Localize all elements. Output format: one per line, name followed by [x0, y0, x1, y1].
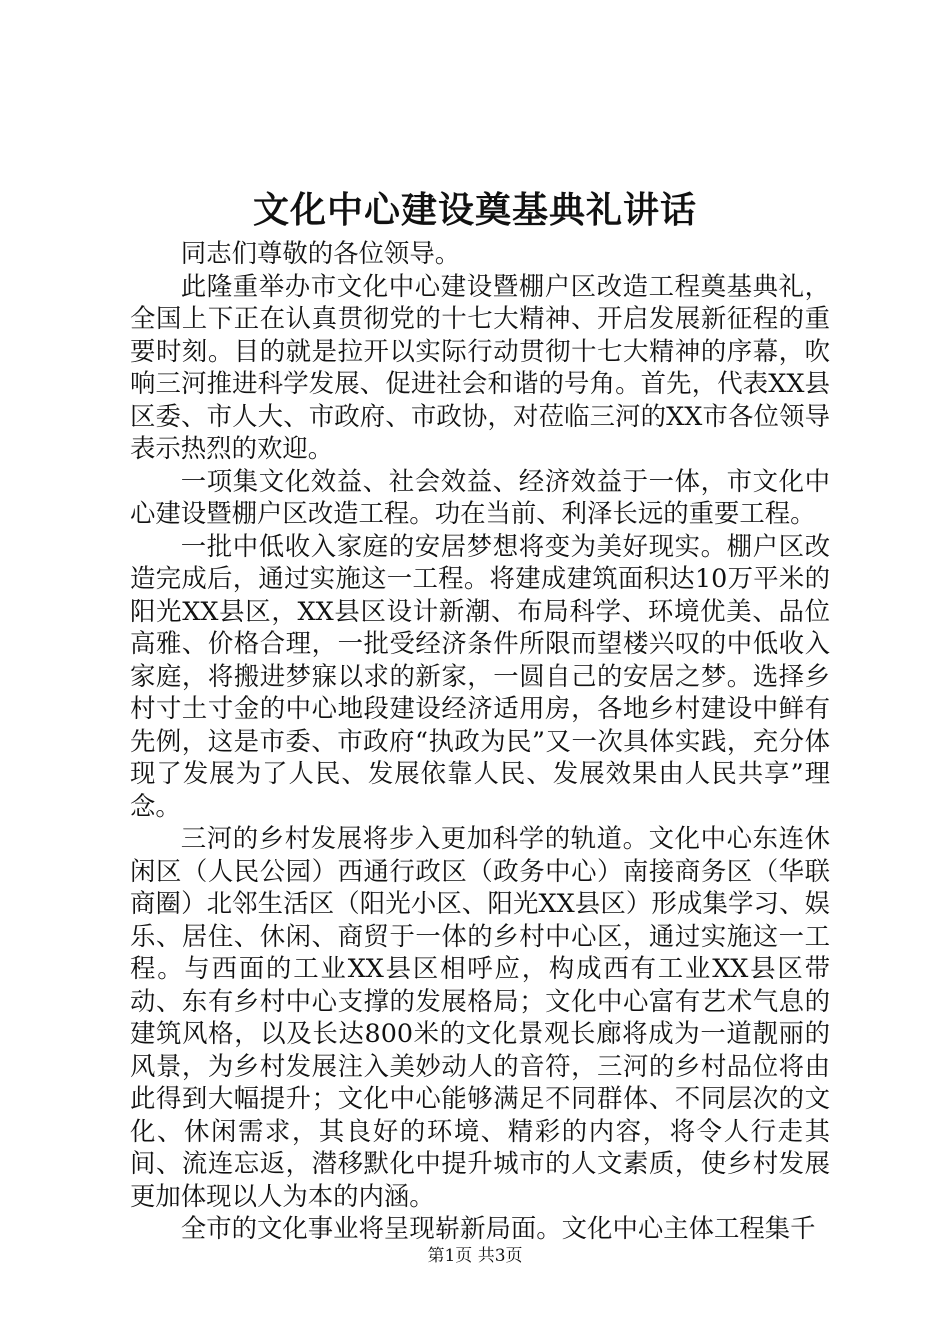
paragraph-housing: 一批中低收入家庭的安居梦想将变为美好现实。棚户区改造完成后，通过实施这一工程。将建成建筑面积达10万平米的阳光XX县区，XX县区设计新潮、布局科学、环境优美、品位高雅、价格合理，一批受经济条件所限而望楼兴叹的中低收入家庭，将搬进梦寐以求的新家，一圆自己的安居之梦。选择乡村寸土寸金的中心地段建设经济适用房，各地乡村建设中鲜有先例，这是市委、市政府“执政为民”又一次具体实践，充分体现了发展为了人民、发展依靠人民、发展效果由人民共享”理念。 [130, 530, 830, 821]
page-number-footer: 第1页 共3页 [427, 1246, 523, 1266]
paragraph-project-summary: 一项集文化效益、社会效益、经济效益于一体，市文化中心建设暨棚户区改造工程。功在当前、利泽长远的重要工程。 [130, 465, 830, 528]
document-title: 文化中心建设奠基典礼讲话 [252, 189, 697, 231]
paragraph-opening: 此隆重举办市文化中心建设暨棚户区改造工程奠基典礼，全国上下正在认真贯彻党的十七大精神、开启发展新征程的重要时刻。目的就是拉开以实际行动贯彻十七大精神的序幕，吹响三河推进科学发展、促进社会和谐的号角。首先，代表XX县区委、市人大、市政府、市政协，对莅临三河的XX市各位领导表示热烈的欢迎。 [130, 270, 830, 463]
paragraph-culture: 全市的文化事业将呈现崭新局面。文化中心主体工程集千 [180, 1213, 816, 1243]
paragraph-greeting: 同志们尊敬的各位领导。 [180, 238, 461, 268]
document-body [130, 237, 830, 1245]
paragraph-development: 三河的乡村发展将步入更加科学的轨道。文化中心东连休闲区（人民公园）西通行政区（政务中心）南接商务区（华联商圈）北邻生活区（阳光小区、阳光XX县区）形成集学习、娱乐、居住、休闲、商贸于一体的乡村中心区，通过实施这一工程。与西面的工业XX县区相呼应，构成西有工业XX县区带动、东有乡村中心支撑的发展格局；文化中心富有艺术气息的建筑风格，以及长达800米的文化景观长廊将成为一道靓丽的风景，为乡村发展注入美妙动人的音符，三河的乡村品位将由此得到大幅提升；文化中心能够满足不同群体、不同层次的文化、休闲需求，其良好的环境、精彩的内容，将令人行走其间、流连忘返，潜移默化中提升城市的人文素质，使乡村发展更加体现以人为本的内涵。 [130, 823, 830, 1211]
